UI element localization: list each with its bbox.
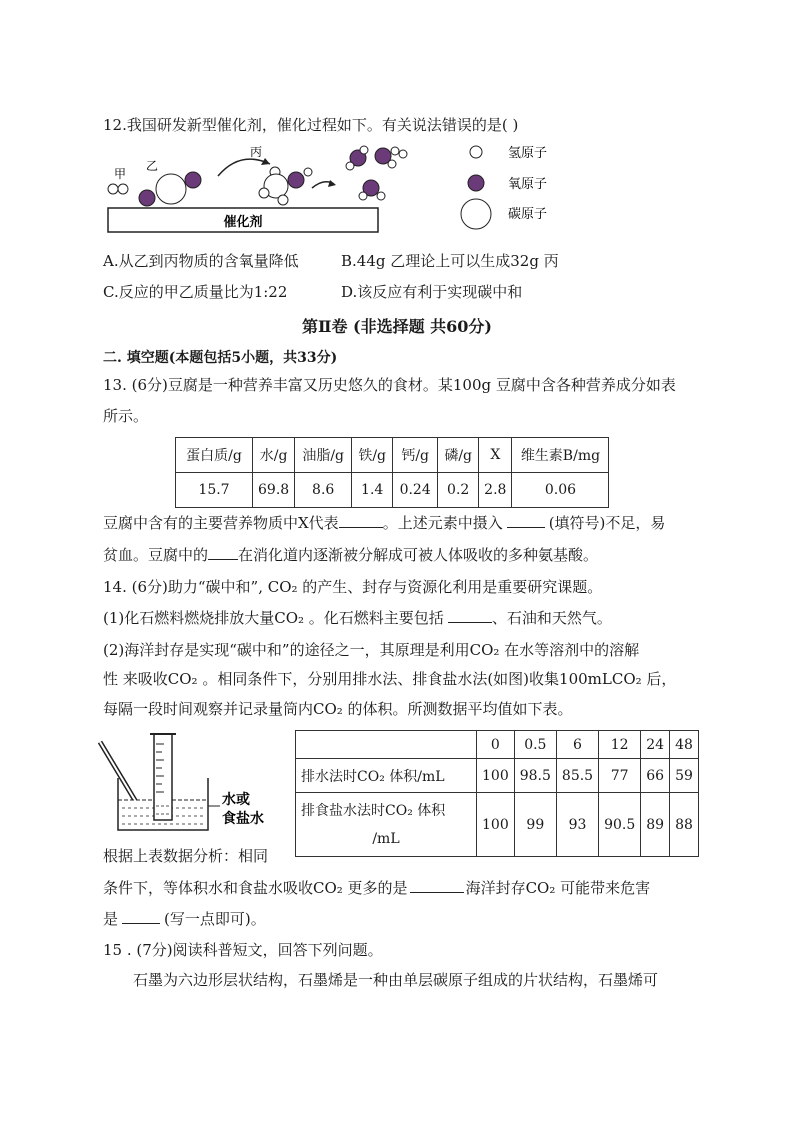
answer-blank[interactable] — [122, 922, 160, 924]
carbon-atom — [156, 174, 186, 204]
table-cell: 0.5 — [514, 731, 556, 759]
answer-blank[interactable] — [208, 558, 238, 560]
legend-oxygen-icon — [468, 175, 484, 191]
table-cell: 89 — [641, 793, 670, 857]
table-cell: 66 — [641, 759, 670, 793]
q14-line7: 条件下，等体积水和食盐水吸收CO₂ 更多的是 海洋封存CO₂ 可能带来危害 — [103, 879, 651, 897]
table-cell: 8.6 — [295, 473, 352, 508]
table-cell: 0.24 — [393, 473, 438, 508]
q14-line4: 性 来吸收CO₂ 。相同条件下，分别用排水法、排食盐水法(如图)收集100mLCO₂ 后， — [103, 670, 677, 688]
table-cell: 85.5 — [556, 759, 598, 793]
apparatus-label-1: 水或 — [222, 791, 250, 807]
label-yi: 乙 — [146, 159, 159, 173]
table-cell: 69.8 — [253, 473, 295, 508]
table-cell: 排水法时CO₂ 体积/mL — [296, 759, 477, 793]
q14-line1: 14. (6分)助力“碳中和”, CO₂ 的产生、封存与资源化利用是重要研究课题。 — [103, 578, 603, 596]
q14-line2: (1)化石燃料燃烧排放大量CO₂ 。化石燃料主要包括 、石油和天然气。 — [103, 609, 612, 627]
table-cell: 0 — [477, 731, 515, 759]
table-cell: 90.5 — [599, 793, 641, 857]
q13-line1: 13. (6分)豆腐是一种营养丰富又历史悠久的食材。某100g 豆腐中含各种营养成分如表 — [103, 376, 676, 394]
catalyst-label: 催化剂 — [223, 214, 263, 229]
table-cell: 铁/g — [352, 438, 393, 473]
hydrogen-atom — [259, 188, 269, 198]
table-cell — [296, 731, 477, 759]
table-cell: 12 — [599, 731, 641, 759]
table-cell: 磷/g — [438, 438, 479, 473]
q13-line2: 所示。 — [103, 407, 149, 425]
table-cell: 15.7 — [176, 473, 253, 508]
answer-blank[interactable] — [448, 621, 492, 623]
gas-collection-apparatus — [96, 730, 286, 840]
table-row — [296, 759, 699, 793]
table-cell: 100 — [477, 759, 515, 793]
label-jia: 甲 — [114, 167, 127, 181]
legend-carbon-label: 碳原子 — [508, 207, 548, 222]
table-header-row — [296, 731, 699, 759]
table-cell: 1.4 — [352, 473, 393, 508]
table-cell: 钙/g — [393, 438, 438, 473]
table-cell: 88 — [670, 793, 699, 857]
q15-line2: 石墨为六边形层状结构，石墨烯是一种由单层碳原子组成的片状结构，石墨烯可 — [133, 971, 659, 989]
table-cell: 2.8 — [479, 473, 512, 508]
q14-line3: (2)海洋封存是实现“碳中和”的途径之一，其原理是利用CO₂ 在水等溶剂中的溶解 — [103, 641, 640, 659]
hydrogen-atom — [377, 192, 385, 200]
answer-blank[interactable] — [410, 891, 464, 893]
table-cell: 油脂/g — [295, 438, 352, 473]
table-cell: 99 — [514, 793, 556, 857]
q13-line4: 贫血。豆腐中的 在消化道内逐渐被分解成可被人体吸收的多种氨基酸。 — [103, 546, 599, 564]
legend-hydrogen-icon — [470, 146, 482, 158]
table-cell: 水/g — [253, 438, 295, 473]
hydrogen-atom — [304, 168, 312, 176]
hydrogen-atom — [118, 184, 128, 194]
hydrogen-atom — [108, 184, 118, 194]
table-cell: 100 — [477, 793, 515, 857]
label-bing: 丙 — [250, 145, 263, 159]
table-cell: 93 — [556, 793, 598, 857]
table-row — [296, 793, 699, 857]
table-cell: 0.2 — [438, 473, 479, 508]
answer-blank[interactable] — [339, 526, 383, 528]
hydrogen-atom — [278, 195, 288, 205]
table-cell: 蛋白质/g — [176, 438, 253, 473]
option-c: C.反应的甲乙质量比为1:22 — [103, 283, 288, 301]
nutrition-table — [175, 437, 609, 508]
option-d: D.该反应有利于实现碳中和 — [341, 283, 523, 301]
hydrogen-atom — [359, 192, 367, 200]
hydrogen-atom — [346, 162, 354, 170]
oxygen-atom — [288, 172, 304, 188]
option-b: B.44g 乙理论上可以生成32g 丙 — [341, 252, 559, 270]
table-cell: 6 — [556, 731, 598, 759]
legend-oxygen-label: 氧原子 — [508, 177, 548, 192]
arrow-head — [328, 180, 336, 187]
legend-hydrogen-label: 氢原子 — [508, 146, 548, 161]
table-row — [176, 473, 609, 508]
q13-line3: 豆腐中含有的主要营养物质中X代表 。上述元素中摄入 (填符号)不足，易 — [103, 514, 666, 532]
hydrogen-atom — [360, 146, 368, 154]
hydrogen-atom — [388, 160, 396, 168]
q14-line6: 根据上表数据分析：相同 — [103, 847, 269, 865]
table-cell: X — [479, 438, 512, 473]
table-cell: 0.06 — [512, 473, 609, 508]
option-a: A.从乙到丙物质的含氧量降低 — [103, 252, 299, 270]
hydrogen-atom — [399, 150, 407, 158]
q14-line8: 是 (写一点即可)。 — [103, 910, 266, 928]
apparatus-label-2: 食盐水 — [222, 810, 264, 826]
oxygen-atom — [185, 172, 201, 188]
q12-stem: 12.我国研发新型催化剂，催化过程如下。有关说法错误的是( ) — [103, 116, 519, 134]
table-cell: 98.5 — [514, 759, 556, 793]
section-title: 第Ⅱ卷 (非选择题 共60分) — [301, 317, 493, 336]
table-header-row — [176, 438, 609, 473]
table-cell: 维生素B/mg — [512, 438, 609, 473]
table-cell: 排食盐水法时CO₂ 体积 /mL — [296, 793, 477, 857]
table-cell: 59 — [670, 759, 699, 793]
table-cell: 77 — [599, 759, 641, 793]
part-heading: 二. 填空题(本题包括5小题，共33分) — [103, 350, 338, 366]
catalysis-diagram — [100, 138, 580, 238]
q15-line1: 15 . (7分)阅读科普短文，回答下列问题。 — [103, 941, 383, 959]
co2-volume-table — [295, 730, 699, 857]
table-cell: 48 — [670, 731, 699, 759]
hydrogen-atom — [391, 147, 399, 155]
q14-line5: 每隔一段时间观察并记录量筒内CO₂ 的体积。所测数据平均值如下表。 — [103, 700, 573, 718]
legend-carbon-icon — [461, 199, 491, 229]
answer-blank[interactable] — [507, 526, 545, 528]
arrow — [218, 159, 270, 176]
table-cell: 24 — [641, 731, 670, 759]
oxygen-atom — [139, 190, 155, 206]
